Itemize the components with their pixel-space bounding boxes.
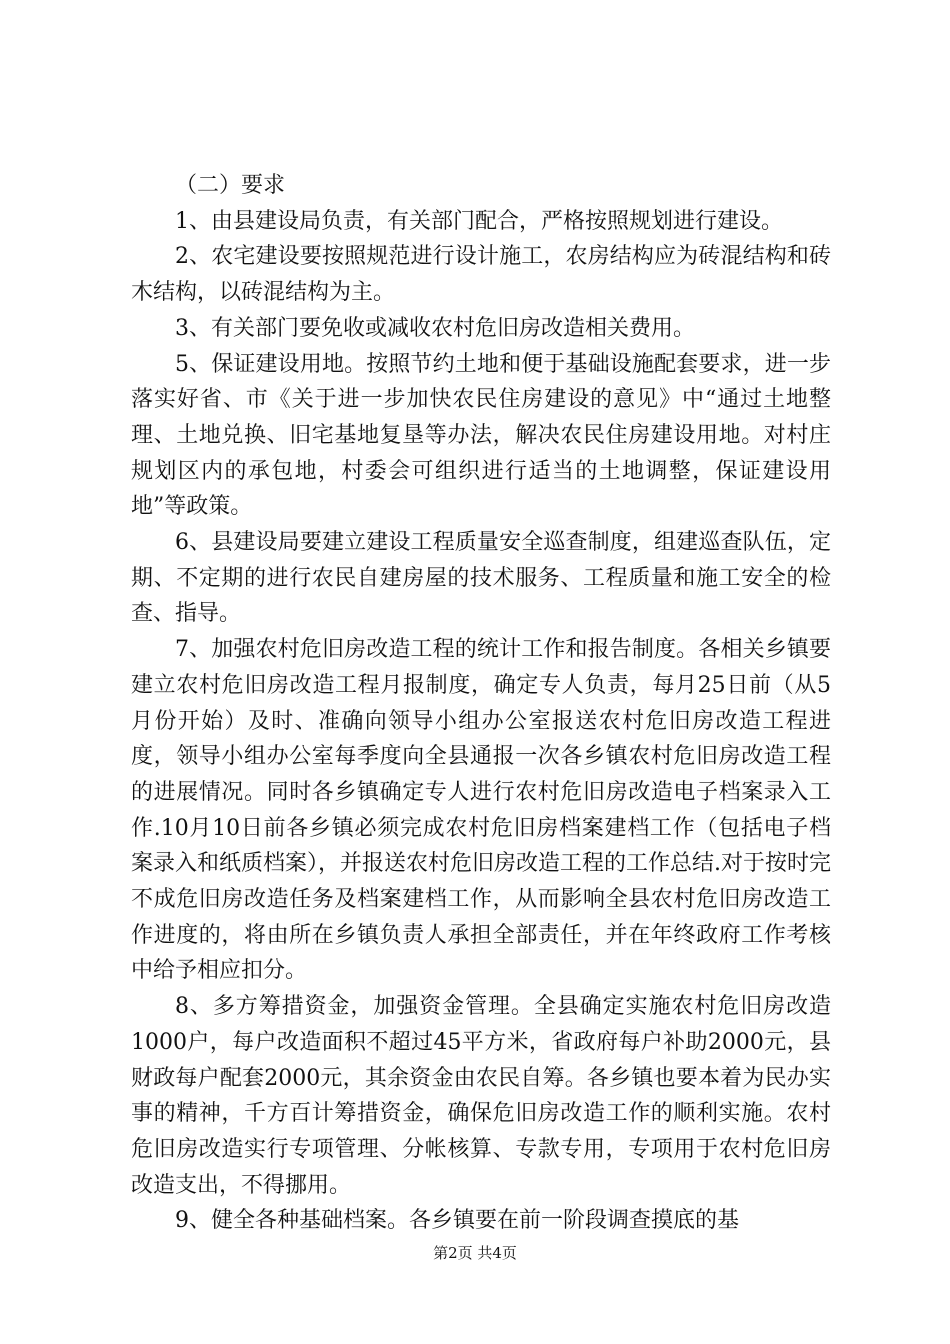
page-number-footer: 第2页 共4页 (433, 1244, 517, 1262)
section-heading: （二）要求 (175, 173, 286, 198)
paragraph-item-2: 2、农宅建设要按照规范进行设计施工，农房结构应为砖混结构和砖木结构，以砖混结构为主。 (131, 244, 831, 306)
paragraph-item-1: 1、由县建设局负责，有关部门配合，严格按照规划进行建设。 (175, 208, 783, 234)
paragraph-item-8: 8、多方筹措资金，加强资金管理。全县确定实施农村危旧房改造1000户，每户改造面积不超过45平方米，省政府每户补助2000元，县财政每户配套2000元，其余资金由农民自筹。各乡镇也要本着为民办实事的精神，千方百计筹措资金，确保危旧房改造工作的顺利实施。农村危旧房改造实行专项管理、分帐核算、专款专用，专项用于农村危旧房改造支出，不得挪用。 (131, 994, 831, 1198)
paragraph-item-5: 5、保证建设用地。按照节约土地和便于基础设施配套要求，进一步落实好省、市《关于进一步加快农民住房建设的意见》中“通过土地整理、土地兑换、旧宅基地复垦等办法，解决农民住房建设用地。对村庄规划区内的承包地，村委会可组织进行适当的土地调整，保证建设用地”等政策。 (131, 351, 831, 520)
paragraph-item-3: 3、有关部门要免收或减收农村危旧房改造相关费用。 (175, 315, 695, 341)
paragraph-item-7: 7、加强农村危旧房改造工程的统计工作和报告制度。各相关乡镇要建立农村危旧房改造工程月报制度，确定专人负责，每月25日前（从5月份开始）及时、准确向领导小组办公室报送农村危旧房改造工程进度，领导小组办公室每季度向全县通报一次各乡镇农村危旧房改造工程的进展情况。同时各乡镇确定专人进行农村危旧房改造电子档案录入工作.10月10日前各乡镇必须完成农村危旧房档案建档工作（包括电子档案录入和纸质档案），并报送农村危旧房改造工程的工作总结.对于按时完不成危旧房改造任务及档案建档工作，从而影响全县农村危旧房改造工作进度的，将由所在乡镇负责人承担全部责任，并在年终政府工作考核中给予相应扣分。 (131, 637, 831, 984)
paragraph-item-6: 6、县建设局要建立建设工程质量安全巡查制度，组建巡查队伍，定期、不定期的进行农民自建房屋的技术服务、工程质量和施工安全的检查、指导。 (131, 530, 831, 627)
paragraph-item-9: 9、健全各种基础档案。各乡镇要在前一阶段调查摸底的基 (175, 1208, 739, 1234)
document-body (131, 168, 831, 1239)
